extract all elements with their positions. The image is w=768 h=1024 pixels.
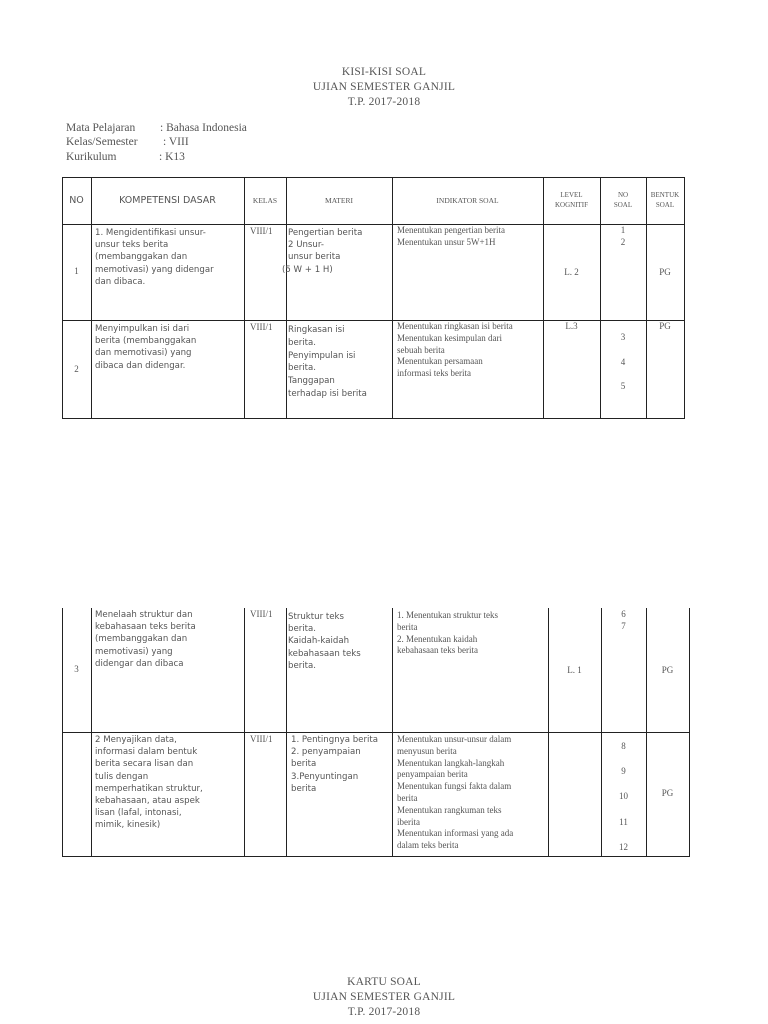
row3-level: L. 1	[567, 665, 582, 675]
doc-year: T.P. 2017-2018	[347, 96, 421, 108]
row4-materi: 1. Pentingnya berita 2. penyampaian berita 3.Penyuntingan berita	[291, 735, 379, 794]
header-no: NO	[69, 195, 84, 206]
header-no-soal: NO SOAL	[613, 191, 633, 209]
header-kelas: KELAS	[252, 196, 278, 205]
footer-subtitle: UJIAN SEMESTER GANJIL	[312, 991, 456, 1003]
footer-title: KARTU SOAL	[347, 976, 421, 988]
info-kelas	[66, 136, 189, 148]
row1-level: L. 2	[564, 267, 579, 277]
info-mapel	[66, 122, 247, 134]
row2-materi: Ringkasan isi berita. Penyimpulan isi berita. Tanggapan terhadap isi berita	[288, 325, 367, 399]
row2-kelas: VIII/1	[250, 322, 273, 332]
row1-kelas: VIII/1	[250, 226, 273, 236]
row1-no-soal: 1 2	[620, 225, 626, 247]
row4-indikator: Menentukan unsur-unsur dalam menyusun berita Menentukan langkah-langkah penyampaian berita Menentukan fungsi fakta dalam berita Menentukan rangkuman teks iberita Menentukan informasi yang ada dalam teks berita	[397, 734, 514, 851]
kurikulum-value: : K13	[159, 151, 185, 163]
row1-indikator: Menentukan pengertian berita Menentukan unsur 5W+1H	[397, 225, 505, 247]
row2-no-soal: 3 4 5	[620, 332, 626, 391]
doc-subtitle: UJIAN SEMESTER GANJIL	[312, 81, 456, 93]
header-indikator: INDIKATOR SOAL	[436, 196, 499, 205]
header-kompetensi: KOMPETENSI DASAR	[119, 195, 216, 206]
kurikulum-label: Kurikulum	[66, 151, 117, 163]
row3-kelas: VIII/1	[250, 609, 273, 619]
row2-kompetensi: Menyimpulkan isi dari berita (membanggakan dan memotivasi) yang dibaca dan didengar.	[95, 324, 197, 371]
mapel-value: : Bahasa Indonesia	[160, 122, 247, 134]
doc-title: KISI-KISI SOAL	[341, 66, 427, 78]
row3-no-soal: 6 7	[621, 609, 626, 631]
row1-bentuk: PG	[659, 267, 671, 277]
row2-indikator: Menentukan ringkasan isi berita Menentukan kesimpulan dari sebuah berita Menentukan persamaan informasi teks berita	[397, 321, 513, 379]
kelas-label: Kelas/Semester	[66, 136, 138, 148]
row3-bentuk: PG	[661, 665, 674, 675]
row1-no: 1	[74, 266, 79, 276]
row4-kelas: VIII/1	[250, 734, 273, 744]
row4-kompetensi: 2 Menyajikan data, informasi dalam bentuk berita secara lisan dan tulis dengan memperhatikan struktur, kebahasaan, atau aspek lisan (lafal, intonasi, mimik, kinesik)	[95, 735, 203, 831]
info-kurikulum	[66, 151, 185, 163]
row2-bentuk: PG	[659, 321, 671, 331]
row2-level: L.3	[565, 321, 578, 331]
header-level: LEVEL KOGNITIF	[554, 191, 589, 209]
header-bentuk: BENTUK SOAL	[650, 191, 680, 209]
row3-indikator: 1. Menentukan struktur teks berita 2. Menentukan kaidah kebahasaan teks berita	[397, 610, 498, 656]
kelas-value: : VIII	[163, 136, 189, 148]
row3-kompetensi: Menelaah struktur dan kebahasaan teks berita (membanggakan dan memotivasi) yang didengar dan dibaca	[95, 610, 196, 669]
mapel-label: Mata Pelajaran	[66, 122, 136, 134]
row2-no: 2	[74, 364, 79, 374]
row1-materi: Pengertian berita 2 Unsur- unsur berita (5 W + 1 H)	[282, 228, 363, 275]
header-materi: MATERI	[325, 196, 353, 205]
row4-no-soal: 8 9 10 11 12	[619, 741, 628, 852]
row4-bentuk: PG	[661, 788, 674, 798]
row3-no: 3	[74, 664, 79, 674]
row3-materi: Struktur teks berita. Kaidah-kaidah kebahasaan teks berita.	[288, 612, 361, 671]
footer-year: T.P. 2017-2018	[347, 1006, 421, 1018]
row1-kompetensi: 1. Mengidentifikasi unsur- unsur teks berita (membanggakan dan memotivasi) yang didengar dan dibaca.	[95, 228, 214, 287]
